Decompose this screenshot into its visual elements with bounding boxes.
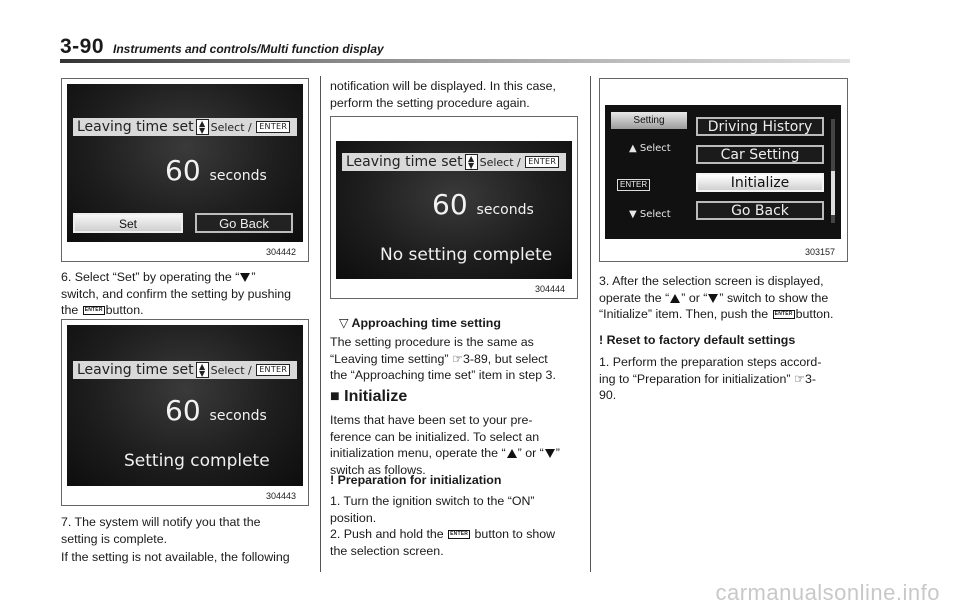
select-text: Select — [639, 143, 671, 154]
screen-title-bar — [73, 361, 297, 379]
reset-heading — [599, 333, 795, 347]
menu-item-go-back: Go Back — [696, 201, 824, 220]
up-down-icon: ▲ ▼ — [196, 362, 209, 378]
exclamation-marker: ! — [330, 473, 335, 487]
value-number: 60 — [165, 394, 201, 427]
menu-item-car-setting: Car Setting — [696, 145, 824, 164]
text-line: switch as follows. — [330, 462, 426, 477]
text-run: ” — [555, 446, 560, 460]
text-line: the “Approaching time set” item in step 3. — [330, 368, 556, 382]
enter-icon: ENTER — [525, 156, 559, 168]
display-screen — [67, 325, 303, 486]
screen-title-bar — [73, 118, 297, 136]
figure-code: 303157 — [804, 247, 835, 257]
display-screen — [605, 105, 841, 239]
screen-title-bar — [342, 153, 566, 171]
down-arrow-icon — [545, 449, 555, 458]
enter-icon: ENTER — [84, 307, 103, 314]
select-label: Select / — [210, 121, 252, 134]
display-screen — [67, 84, 303, 242]
page-number: 3-90 — [60, 35, 105, 58]
text-line: switch, and confirm the setting by pushing — [61, 286, 292, 301]
text-run: 6. Select “Set” by operating the “ — [61, 270, 240, 284]
up-down-icon: ▲ ▼ — [465, 154, 478, 170]
section-title: Instruments and controls/Multi function display — [113, 42, 384, 56]
heading-text: Initialize — [344, 388, 408, 405]
select-label: Select / — [479, 156, 521, 169]
text-run: ” — [251, 270, 256, 284]
text-run: “Initialize” item. Then, push the — [599, 307, 769, 321]
text-line: 1. Perform the preparation steps accord- — [599, 355, 822, 369]
step-7-text — [61, 514, 308, 566]
value-number: 60 — [432, 188, 468, 221]
text-run: button to show — [474, 527, 556, 541]
text-run: operate the “ — [599, 290, 670, 305]
text-line: ing to “Preparation for initialization” ☞3- — [599, 371, 817, 386]
select-down-label: ▼ Select — [629, 209, 671, 220]
text-line: 7. The system will notify you that the — [61, 515, 261, 529]
text-line: setting is complete. — [61, 531, 168, 546]
figure-selection-screen — [599, 78, 848, 262]
preparation-heading — [330, 473, 501, 487]
status-message: Setting complete — [124, 451, 270, 471]
text-line: Items that have been set to your pre- — [330, 413, 533, 427]
go-back-button: Go Back — [195, 213, 293, 233]
menu-item-driving-history: Driving History — [696, 117, 824, 136]
initialize-text — [330, 412, 578, 478]
text-run: the — [61, 303, 79, 317]
initialize-heading — [330, 388, 407, 406]
text-line: position. — [330, 510, 377, 525]
select-up-label: ▲ Select — [629, 143, 671, 154]
screen-title: Leaving time set — [77, 119, 194, 135]
value-unit: seconds — [476, 202, 534, 218]
section-square-marker: ■ — [330, 388, 340, 405]
approaching-time-text — [330, 334, 578, 384]
figure-code: 304443 — [265, 491, 296, 501]
value-unit: seconds — [209, 408, 267, 424]
figure-setting-complete — [61, 319, 309, 506]
enter-icon: ENTER — [774, 311, 793, 318]
enter-icon: ENTER — [256, 121, 290, 133]
step-3-text — [599, 273, 847, 323]
up-arrow-icon — [507, 449, 517, 458]
set-button: Set — [73, 213, 183, 233]
value-display — [165, 394, 267, 427]
text-run: ” or “ — [681, 290, 708, 305]
text-run: 2. Push and hold the — [330, 527, 444, 541]
down-arrow-icon — [708, 294, 718, 303]
enter-icon: ENTER — [617, 179, 650, 191]
watermark: carmanualsonline.info — [715, 580, 940, 605]
heading-text: Preparation for initialization — [337, 473, 502, 487]
heading-text: Reset to factory default settings — [606, 333, 796, 347]
scrollbar-track — [831, 119, 835, 223]
column-divider — [320, 76, 321, 572]
reset-steps-text — [599, 354, 847, 404]
text-run: ” switch to show the — [719, 290, 829, 305]
heading-text: Approaching time setting — [351, 316, 501, 330]
header-rule — [60, 59, 850, 63]
text-line: perform the setting procedure again. — [330, 95, 530, 110]
screen-title: Leaving time set — [77, 362, 194, 378]
value-unit: seconds — [209, 168, 267, 184]
text-line: 1. Turn the ignition switch to the “ON” — [330, 494, 535, 508]
menu-item-initialize: Initialize — [696, 173, 824, 192]
value-display — [432, 188, 534, 221]
figure-leaving-time-set — [61, 78, 309, 262]
column-divider — [590, 76, 591, 572]
status-message: No setting complete — [380, 245, 553, 265]
enter-icon: ENTER — [256, 364, 290, 376]
text-run: button. — [795, 307, 834, 321]
up-down-icon: ▲ ▼ — [196, 119, 209, 135]
text-line: notification will be displayed. In this case, — [330, 79, 556, 93]
scrollbar-thumb — [831, 171, 835, 215]
step-6-text — [61, 269, 308, 319]
select-text: Select — [639, 209, 671, 220]
text-line: 90. — [599, 388, 617, 402]
down-arrow-icon — [240, 273, 250, 282]
figure-no-setting-complete — [330, 116, 578, 299]
preparation-steps-text — [330, 493, 578, 559]
figure-code: 304442 — [265, 247, 296, 257]
triangle-marker: ▽ — [339, 316, 349, 330]
text-run: ” or “ — [517, 446, 544, 460]
approaching-time-heading — [339, 315, 501, 330]
text-line: 3. After the selection screen is displayed, — [599, 274, 824, 288]
value-number: 60 — [165, 154, 201, 187]
select-label: Select / — [210, 364, 252, 377]
exclamation-marker: ! — [599, 333, 604, 347]
display-screen — [336, 141, 572, 279]
text-line: ference can be initialized. To select an — [330, 429, 540, 444]
text-run: button. — [105, 303, 144, 317]
value-display — [165, 154, 267, 187]
text-line: The setting procedure is the same as — [330, 335, 534, 349]
text-line: If the setting is not available, the following — [61, 550, 290, 564]
text-run: initialization menu, operate the “ — [330, 446, 506, 460]
continuation-text — [330, 78, 578, 111]
enter-icon: ENTER — [450, 531, 469, 538]
figure-code: 304444 — [534, 284, 565, 294]
text-line: “Leaving time setting” ☞3-89, but select — [330, 351, 548, 366]
setting-tab: Setting — [611, 112, 687, 129]
up-arrow-icon — [670, 294, 680, 303]
text-line: the selection screen. — [330, 543, 444, 558]
screen-title: Leaving time set — [346, 154, 463, 170]
